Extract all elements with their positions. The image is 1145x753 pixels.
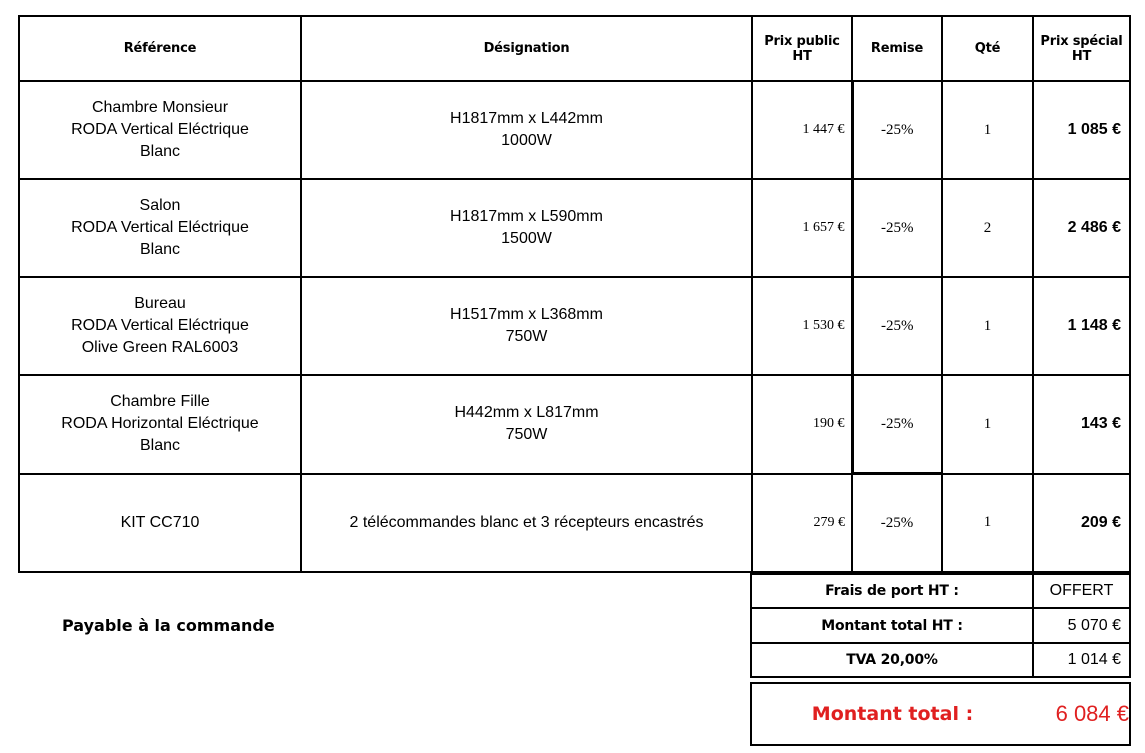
qty-cell: 1 [942, 81, 1033, 179]
designation-line: H1817mm x L590mm [450, 208, 603, 225]
grand-total-row [751, 683, 1130, 745]
qty-cell: 1 [942, 375, 1033, 474]
discount-cell: -25% [852, 81, 942, 179]
reference-cell [19, 375, 301, 474]
designation-line: 2 télécommandes blanc et 3 récepteurs encastrés [349, 513, 704, 531]
reference-cell [19, 277, 301, 375]
reference-line: RODA Vertical Eléctrique [71, 219, 249, 236]
reference-line: RODA Vertical Eléctrique [71, 317, 249, 334]
designation-line: 750W [505, 328, 548, 345]
reference-line: Salon [139, 197, 181, 214]
public-price-cell: 1 657 € [752, 179, 852, 277]
subtotal-label: Montant total HT : [751, 608, 1033, 643]
shipping-label: Frais de port HT : [751, 574, 1033, 608]
designation-line: 1500W [501, 230, 552, 247]
special-price-cell: 1 148 € [1033, 277, 1130, 375]
public-price-cell: 1 530 € [752, 277, 852, 375]
table-row [19, 375, 1130, 474]
reference-line: RODA Vertical Eléctrique [71, 121, 249, 138]
reference-line: RODA Horizontal Eléctrique [61, 415, 259, 433]
public-price-cell: 190 € [752, 375, 852, 474]
special-price-cell: 1 085 € [1033, 81, 1130, 179]
table-row [19, 179, 1130, 277]
shipping-value: OFFERT [1033, 574, 1130, 608]
designation-cell [301, 277, 752, 375]
reference-line: Chambre Fille [110, 393, 210, 411]
shipping-row [751, 574, 1130, 608]
designation-cell [301, 179, 752, 277]
payment-note: Payable à la commande [62, 616, 275, 635]
vat-value: 1 014 € [1033, 643, 1130, 677]
reference-cell [19, 179, 301, 277]
reference-cell [19, 474, 301, 573]
header-special-price: Prix spécial HT [1033, 16, 1130, 81]
reference-line: Blanc [139, 241, 181, 258]
subtotal-row [751, 608, 1130, 643]
grand-total-value: 6 084 € [1033, 683, 1130, 745]
designation-cell [301, 375, 752, 474]
special-price-cell: 209 € [1033, 474, 1130, 573]
qty-cell: 1 [942, 474, 1033, 573]
reference-line: KIT CC710 [120, 513, 200, 531]
public-price-cell: 279 € [752, 474, 852, 573]
totals-table [750, 573, 1131, 746]
qty-cell: 2 [942, 179, 1033, 277]
designation-cell [301, 81, 752, 179]
designation-line: H1817mm x L442mm [450, 110, 603, 127]
designation-line: H442mm x L817mm [454, 404, 599, 422]
designation-line: 1000W [501, 132, 552, 149]
grand-total-label: Montant total : [751, 683, 1033, 745]
qty-cell: 1 [942, 277, 1033, 375]
special-price-cell: 2 486 € [1033, 179, 1130, 277]
reference-line: Chambre Monsieur [91, 99, 229, 116]
reference-cell [19, 81, 301, 179]
table-row [19, 81, 1130, 179]
reference-line: Blanc [139, 437, 181, 455]
header-designation: Désignation [301, 16, 752, 81]
reference-line: Blanc [139, 143, 181, 160]
reference-line: Bureau [134, 295, 186, 312]
reference-line: Olive Green RAL6003 [81, 339, 239, 356]
special-price-cell: 143 € [1033, 375, 1130, 474]
vat-label: TVA 20,00% [751, 643, 1033, 677]
discount-cell: -25% [852, 474, 942, 573]
designation-line: 750W [505, 426, 548, 444]
discount-cell: -25% [852, 375, 942, 474]
header-row [19, 16, 1130, 81]
vat-row [751, 643, 1130, 677]
header-qty: Qté [942, 16, 1033, 81]
header-public-price: Prix public HT [752, 16, 852, 81]
table-row [19, 474, 1130, 573]
header-reference: Référence [19, 16, 301, 81]
public-price-cell: 1 447 € [752, 81, 852, 179]
discount-cell: -25% [852, 277, 942, 375]
discount-cell: -25% [852, 179, 942, 277]
designation-line: H1517mm x L368mm [450, 306, 603, 323]
subtotal-value: 5 070 € [1033, 608, 1130, 643]
table-row [19, 277, 1130, 375]
header-discount: Remise [852, 16, 942, 81]
quote-table [18, 15, 1131, 573]
designation-cell [301, 474, 752, 573]
